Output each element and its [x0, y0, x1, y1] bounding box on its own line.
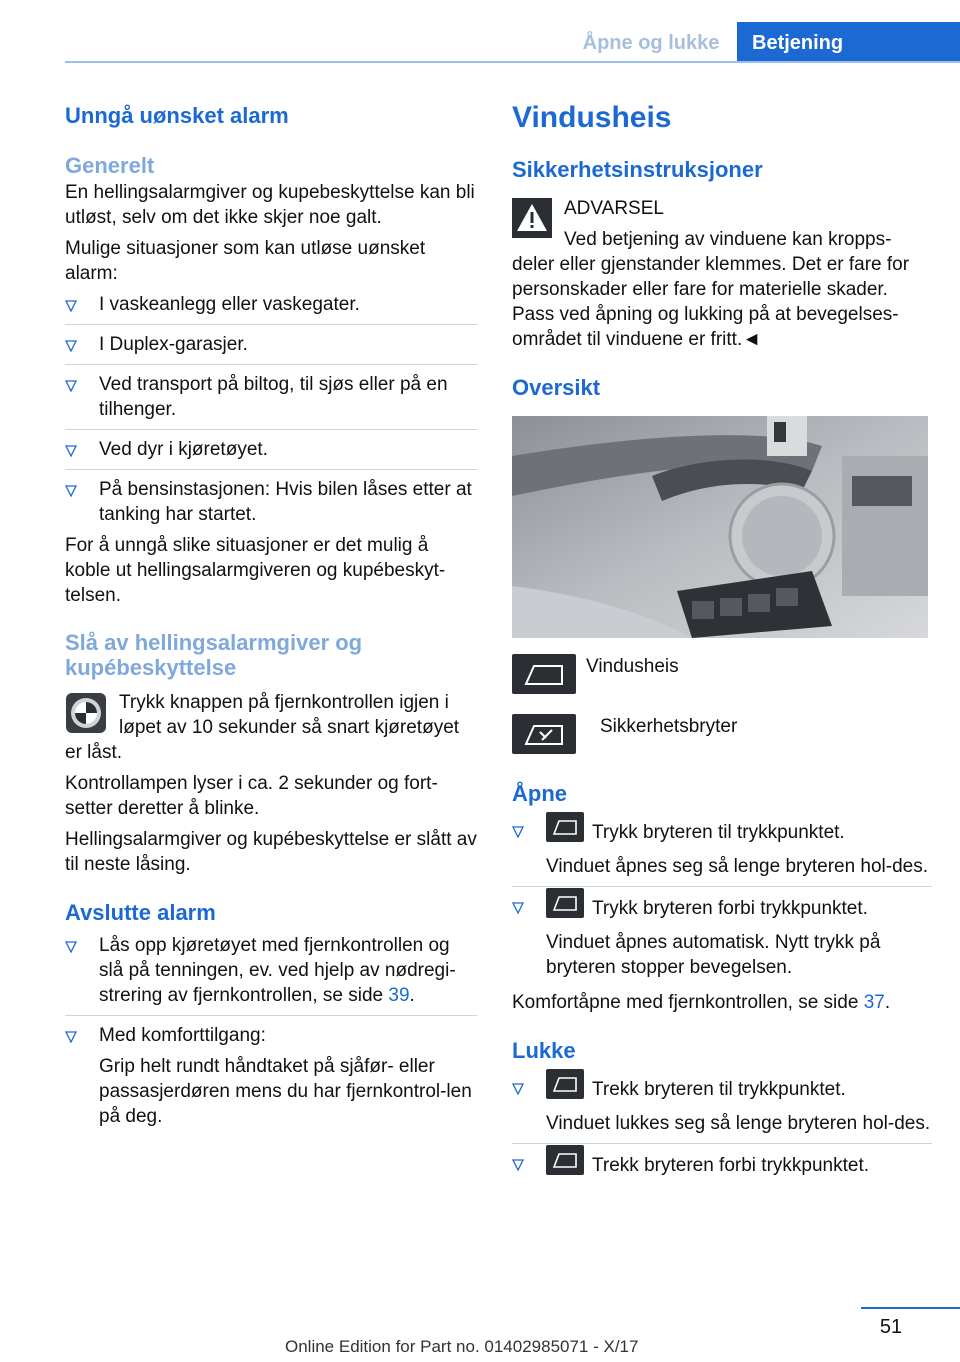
- list-item: [65, 933, 477, 1016]
- legend-safety-switch: [512, 714, 932, 754]
- komfort-text-end: .: [884, 992, 891, 1013]
- generelt-paragraph-2: Mulige situasjoner som kan utløse uønsket alarm:: [65, 238, 426, 284]
- header-section-tab[interactable]: Åpne og lukke: [565, 28, 737, 61]
- subheading-sla-av: Slå av hellingsalarmgiver og kupébeskyttelse: [65, 630, 363, 680]
- window-switch-icon: [546, 1145, 584, 1175]
- komfort-text: Komfortåpne med fjernkontrollen, se side: [512, 992, 864, 1013]
- list-item: [512, 894, 932, 980]
- list-item-text: I vaskeanlegg eller vaskegater.: [99, 294, 360, 315]
- list-item-text: Trykk bryteren forbi trykkpunktet.: [592, 898, 868, 920]
- list-item: [65, 292, 477, 325]
- list-item-text: Lås opp kjøretøyet med fjernkontrollen og slå på tenningen, ev. ved hjelp av nødregi‐strering av fjernkontrollen, se side: [99, 935, 456, 1006]
- list-item: [65, 437, 477, 470]
- warning-block: [512, 196, 932, 352]
- warning-triangle-icon: [512, 198, 552, 238]
- list-item-text: .: [409, 985, 415, 1006]
- window-switch-icon: [546, 888, 584, 918]
- subheading-avslutte: Avslutte alarm: [65, 900, 216, 925]
- lukke-list: [512, 1075, 932, 1188]
- list-item-subtext: Vinduet åpnes seg så lenge bryteren hol‐des.: [546, 856, 929, 877]
- page-link-39[interactable]: 39: [388, 985, 410, 1006]
- footer-edition: Online Edition for Part no. 01402985071 - X/17: [285, 1337, 639, 1356]
- komfort-paragraph: [512, 990, 932, 1015]
- warning-label: ADVARSEL: [564, 198, 664, 219]
- subheading-apne: Åpne: [512, 781, 567, 806]
- bullet-triangle-icon: [65, 300, 77, 312]
- safety-switch-icon: [512, 714, 576, 754]
- list-item-text: Trekk bryteren forbi trykkpunktet.: [592, 1155, 870, 1177]
- situations-after-paragraph: For å unngå slike situasjoner er det mulig å koble ut hellingsalarmgiveren og kupébeskyt‐telsen.: [65, 535, 446, 606]
- list-item: [512, 818, 932, 887]
- avslutte-list: [65, 933, 477, 1136]
- subheading-lukke: Lukke: [512, 1038, 576, 1063]
- bullet-triangle-icon: [65, 1031, 77, 1043]
- bmw-logo-icon: [65, 692, 107, 734]
- list-item-text: Med komforttilgang:: [99, 1025, 266, 1046]
- subheading-sikkerhet: Sikkerhetsinstruksjoner: [512, 157, 763, 182]
- sla-paragraph-2: Kontrollampen lyser i ca. 2 sekunder og fort‐setter deretter å blinke.: [65, 773, 438, 819]
- window-switch-icon: [546, 812, 584, 842]
- section-title-vindusheis: Vindusheis: [512, 101, 672, 134]
- legend-window-switch: [512, 654, 932, 694]
- list-item-text: I Duplex-garasjer.: [99, 334, 248, 355]
- bullet-triangle-icon: [65, 485, 77, 497]
- header-chapter-tab[interactable]: Betjening: [737, 22, 960, 61]
- list-item: [65, 477, 477, 527]
- list-item-text: Trykk bryteren til trykkpunktet.: [592, 822, 845, 844]
- list-item-subtext: Vinduet åpnes automatisk. Nytt trykk på bryteren stopper bevegelsen.: [546, 932, 881, 978]
- list-item: [65, 372, 477, 430]
- bullet-triangle-icon: [65, 941, 77, 953]
- list-item-text: Trekk bryteren til trykkpunktet.: [592, 1079, 846, 1101]
- legend-label-vindusheis: Vindusheis: [586, 656, 679, 677]
- sla-block: [65, 690, 477, 765]
- bullet-triangle-icon: [512, 826, 524, 838]
- list-item: [65, 1023, 477, 1136]
- list-item-subtext: Vinduet lukkes seg så lenge bryteren hol‐des.: [546, 1113, 931, 1134]
- section-title-alarm: Unngå uønsket alarm: [65, 103, 289, 128]
- list-item-subtext: Grip helt rundt håndtaket på sjåfør- eller passasjerdøren mens du har fjernkontrol‐len på deg.: [99, 1056, 472, 1127]
- bullet-triangle-icon: [65, 445, 77, 457]
- bullet-triangle-icon: [512, 1159, 524, 1171]
- generelt-paragraph-1: En hellingsalarmgiver og kupebeskyttelse kan bli utløst, selv om det ikke skjer noe galt.: [65, 182, 475, 228]
- situations-list: [65, 292, 477, 527]
- list-item-text: På bensinstasjonen: Hvis bilen låses etter at tanking har startet.: [99, 479, 472, 525]
- warning-text: Ved betjening av vinduene kan kropps‐deler eller gjenstander klemmes. Det er fare for personskader eller fare for materielle skader. Pass ved åpning og lukking på at bevegelses‐området til vinduene er fritt.◄: [512, 229, 910, 350]
- bullet-triangle-icon: [512, 1083, 524, 1095]
- list-item: [65, 332, 477, 365]
- page-link-37[interactable]: 37: [863, 992, 885, 1013]
- page-number: 51: [879, 1316, 903, 1338]
- left-column: [65, 100, 477, 1143]
- header-rule: [65, 61, 960, 63]
- legend-label-sikkerhetsbryter: Sikkerhetsbryter: [600, 716, 738, 737]
- window-switch-icon: [512, 654, 576, 694]
- right-column: [512, 100, 932, 1195]
- bullet-triangle-icon: [65, 340, 77, 352]
- door-panel-photo: [512, 416, 928, 638]
- list-item: [512, 1075, 932, 1144]
- sla-paragraph-3: Hellingsalarmgiver og kupébeskyttelse er slått av til neste låsing.: [65, 829, 477, 875]
- list-item-text: Ved transport på biltog, til sjøs eller på en tilhenger.: [99, 374, 448, 420]
- bullet-triangle-icon: [65, 380, 77, 392]
- footer-rule: [861, 1307, 960, 1309]
- list-item: [512, 1151, 932, 1188]
- subheading-oversikt: Oversikt: [512, 375, 601, 400]
- subheading-generelt: Generelt: [65, 153, 155, 178]
- apne-list: [512, 818, 932, 980]
- window-switch-icon: [546, 1069, 584, 1099]
- bullet-triangle-icon: [512, 902, 524, 914]
- sla-paragraph-1: Trykk knappen på fjernkontrollen igjen i løpet av 10 sekunder så snart kjøretøyet er låst.: [65, 692, 460, 763]
- list-item-text: Ved dyr i kjøretøyet.: [99, 439, 268, 460]
